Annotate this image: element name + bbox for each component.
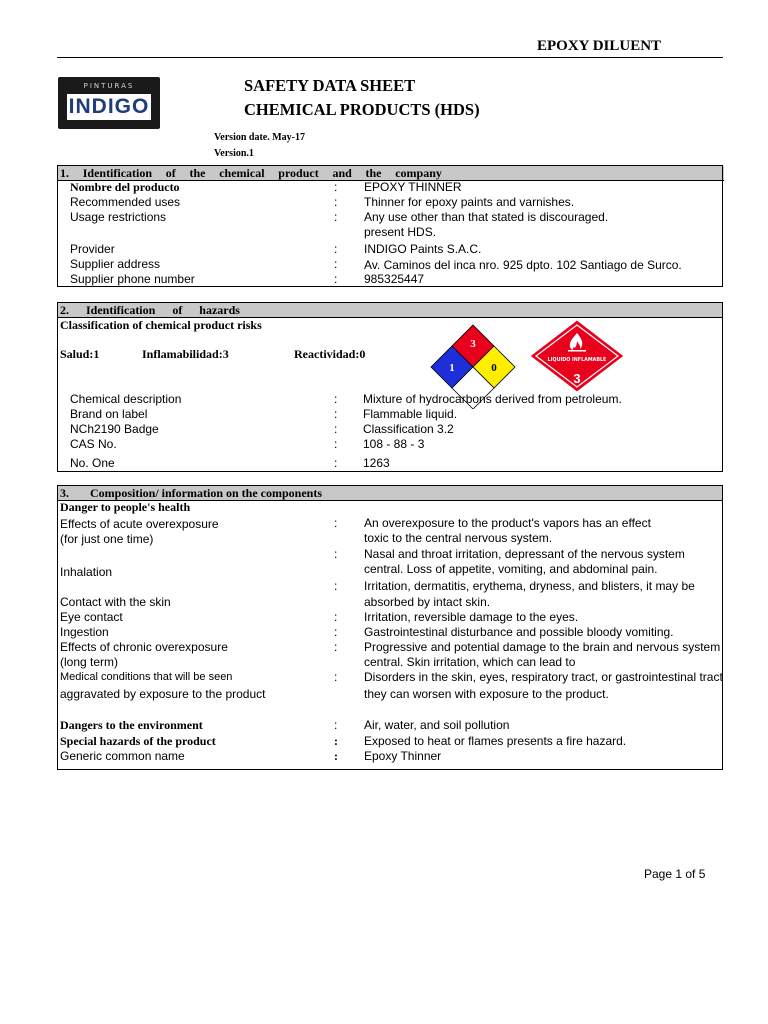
colon: :	[334, 718, 338, 732]
placard-class-number: 3	[573, 371, 581, 386]
rating-health: Salud:1	[60, 347, 100, 361]
colon: :	[334, 547, 338, 561]
value-acute-overexposure: An overexposure to the product's vapors has an effect	[364, 516, 651, 530]
placard-label: LIQUIDO INFLAMABLE	[547, 358, 607, 363]
value-medical-conditions: Disorders in the skin, eyes, respiratory tract, or gastrointestinal tract	[364, 670, 723, 684]
label-supplier-phone: Supplier phone number	[70, 272, 195, 286]
colon: :	[334, 579, 338, 593]
label-chronic-overexposure-cont: (long term)	[60, 655, 119, 669]
label-usage-restrictions: Usage restrictions	[70, 210, 167, 224]
version-date: Version date. May-17	[214, 132, 306, 143]
value-product-name: EPOXY THINNER	[364, 180, 462, 194]
rating-reactivity: Reactividad:0	[294, 347, 366, 361]
colon: :	[334, 272, 338, 286]
colon: :	[334, 195, 338, 209]
document-header-title: EPOXY DILUENT	[537, 38, 662, 54]
label-medical-conditions: Medical conditions that will be seen	[60, 671, 233, 683]
colon: :	[334, 422, 338, 436]
doc-title-line2: CHEMICAL PRODUCTS (HDS)	[244, 100, 480, 119]
value-supplier-address: Av. Caminos del inca nro. 925 dpto. 102 Santiago de Surco.	[364, 258, 682, 272]
value-generic-name: Epoxy Thinner	[364, 749, 442, 763]
page-number: Page 1 of 5	[644, 867, 706, 881]
colon: :	[334, 437, 338, 451]
colon: :	[334, 257, 338, 271]
value-un-number: 1263	[363, 456, 390, 470]
label-acute-overexposure: Effects of acute overexposure	[60, 517, 219, 531]
logo-brand: INDIGO	[68, 95, 150, 118]
indigo-logo	[58, 77, 160, 129]
value-recommended-uses: Thinner for epoxy paints and varnishes.	[364, 195, 575, 209]
header-divider	[57, 57, 723, 58]
colon: :	[334, 456, 338, 470]
colon: :	[334, 670, 338, 684]
label-recommended-uses: Recommended uses	[70, 195, 181, 209]
value-eye-contact: Irritation, reversible damage to the eyes.	[364, 610, 579, 624]
colon: :	[334, 407, 338, 421]
label-medical-conditions-cont: aggravated by exposure to the product	[60, 687, 266, 701]
label-brand-on-label: Brand on label	[70, 407, 148, 421]
version-number: Version.1	[214, 148, 254, 159]
label-un-number: No. One	[70, 456, 115, 470]
colon: :	[334, 610, 338, 624]
label-inhalation: Inhalation	[60, 565, 113, 579]
label-provider: Provider	[70, 242, 115, 256]
danger-health-subheading: Danger to people's health	[60, 500, 191, 514]
value-skin-contact: Irritation, dermatitis, erythema, dryness, and blisters, it may be	[364, 579, 695, 593]
section2-heading: 2. Identification of hazards	[58, 303, 722, 318]
section3-heading: 3. Composition/ information on the components	[58, 486, 722, 501]
value-medical-conditions-cont: they can worsen with exposure to the product.	[364, 687, 609, 701]
flammable-liquid-placard-icon	[528, 319, 626, 393]
section-composition	[57, 485, 723, 770]
value-skin-contact-cont: absorbed by intact skin.	[364, 595, 491, 609]
label-chronic-overexposure: Effects of chronic overexposure	[60, 640, 228, 654]
section1-heading: 1. Identification of the chemical product and the company	[60, 166, 442, 180]
value-brand-on-label: Flammable liquid.	[363, 407, 458, 421]
value-acute-overexposure-cont: toxic to the central nervous system.	[364, 531, 553, 545]
doc-title-line1: SAFETY DATA SHEET	[244, 76, 416, 95]
value-environment-dangers: Air, water, and soil pollution	[364, 718, 510, 732]
label-chemical-description: Chemical description	[70, 392, 182, 406]
section-hazards	[57, 302, 723, 472]
rating-flammability: Inflamabilidad:3	[142, 347, 229, 361]
flame-base	[568, 350, 586, 352]
value-chronic-overexposure-cont: central. Skin irritation, which can lead to	[364, 655, 576, 669]
value-supplier-phone: 985325447	[364, 272, 425, 286]
section-identification	[57, 165, 723, 287]
value-ingestion: Gastrointestinal disturbance and possible bloody vomiting.	[364, 625, 674, 639]
colon: :	[334, 392, 338, 406]
label-ingestion: Ingestion	[60, 625, 109, 639]
value-inhalation-cont: central. Loss of appetite, vomiting, and abdominal pain.	[364, 562, 658, 576]
colon: :	[334, 242, 338, 256]
label-supplier-address: Supplier address	[70, 257, 161, 271]
colon: :	[334, 516, 338, 530]
colon: :	[334, 210, 338, 224]
value-usage-restrictions: Any use other than that stated is discouraged.	[364, 210, 609, 224]
label-eye-contact: Eye contact	[60, 610, 123, 624]
value-chronic-overexposure: Progressive and potential damage to the brain and nervous system	[364, 640, 721, 654]
risk-classification-subheading: Classification of chemical product risks	[60, 318, 262, 332]
colon: :	[334, 625, 338, 639]
label-nch2190-badge: NCh2190 Badge	[70, 422, 159, 436]
value-usage-restrictions-cont: present HDS.	[364, 225, 437, 239]
colon: :	[334, 734, 338, 748]
value-inhalation: Nasal and throat irritation, depressant of the nervous system	[364, 547, 685, 561]
colon: :	[334, 749, 338, 763]
nfpa-reactivity-number: 0	[491, 362, 497, 374]
label-environment-dangers: Dangers to the environment	[60, 718, 203, 732]
value-cas-number: 108 - 88 - 3	[363, 437, 425, 451]
label-acute-overexposure-cont: (for just one time)	[60, 532, 154, 546]
value-chemical-description: Mixture of hydrocarbons derived from petroleum.	[363, 392, 622, 406]
value-special-hazards: Exposed to heat or flames presents a fire hazard.	[364, 734, 627, 748]
label-product-name: Nombre del producto	[70, 180, 180, 194]
nfpa-flammability-number: 3	[470, 338, 476, 350]
colon: :	[334, 640, 338, 654]
logo-top-text: PINTURAS	[83, 82, 135, 90]
nfpa-health-number: 1	[449, 362, 455, 374]
label-special-hazards: Special hazards of the product	[60, 734, 216, 748]
label-skin-contact: Contact with the skin	[60, 595, 171, 609]
label-generic-name: Generic common name	[60, 749, 185, 763]
value-nch2190-badge: Classification 3.2	[363, 422, 454, 436]
colon: :	[334, 180, 338, 194]
value-provider: INDIGO Paints S.A.C.	[364, 242, 482, 256]
label-cas-number: CAS No.	[70, 437, 117, 451]
